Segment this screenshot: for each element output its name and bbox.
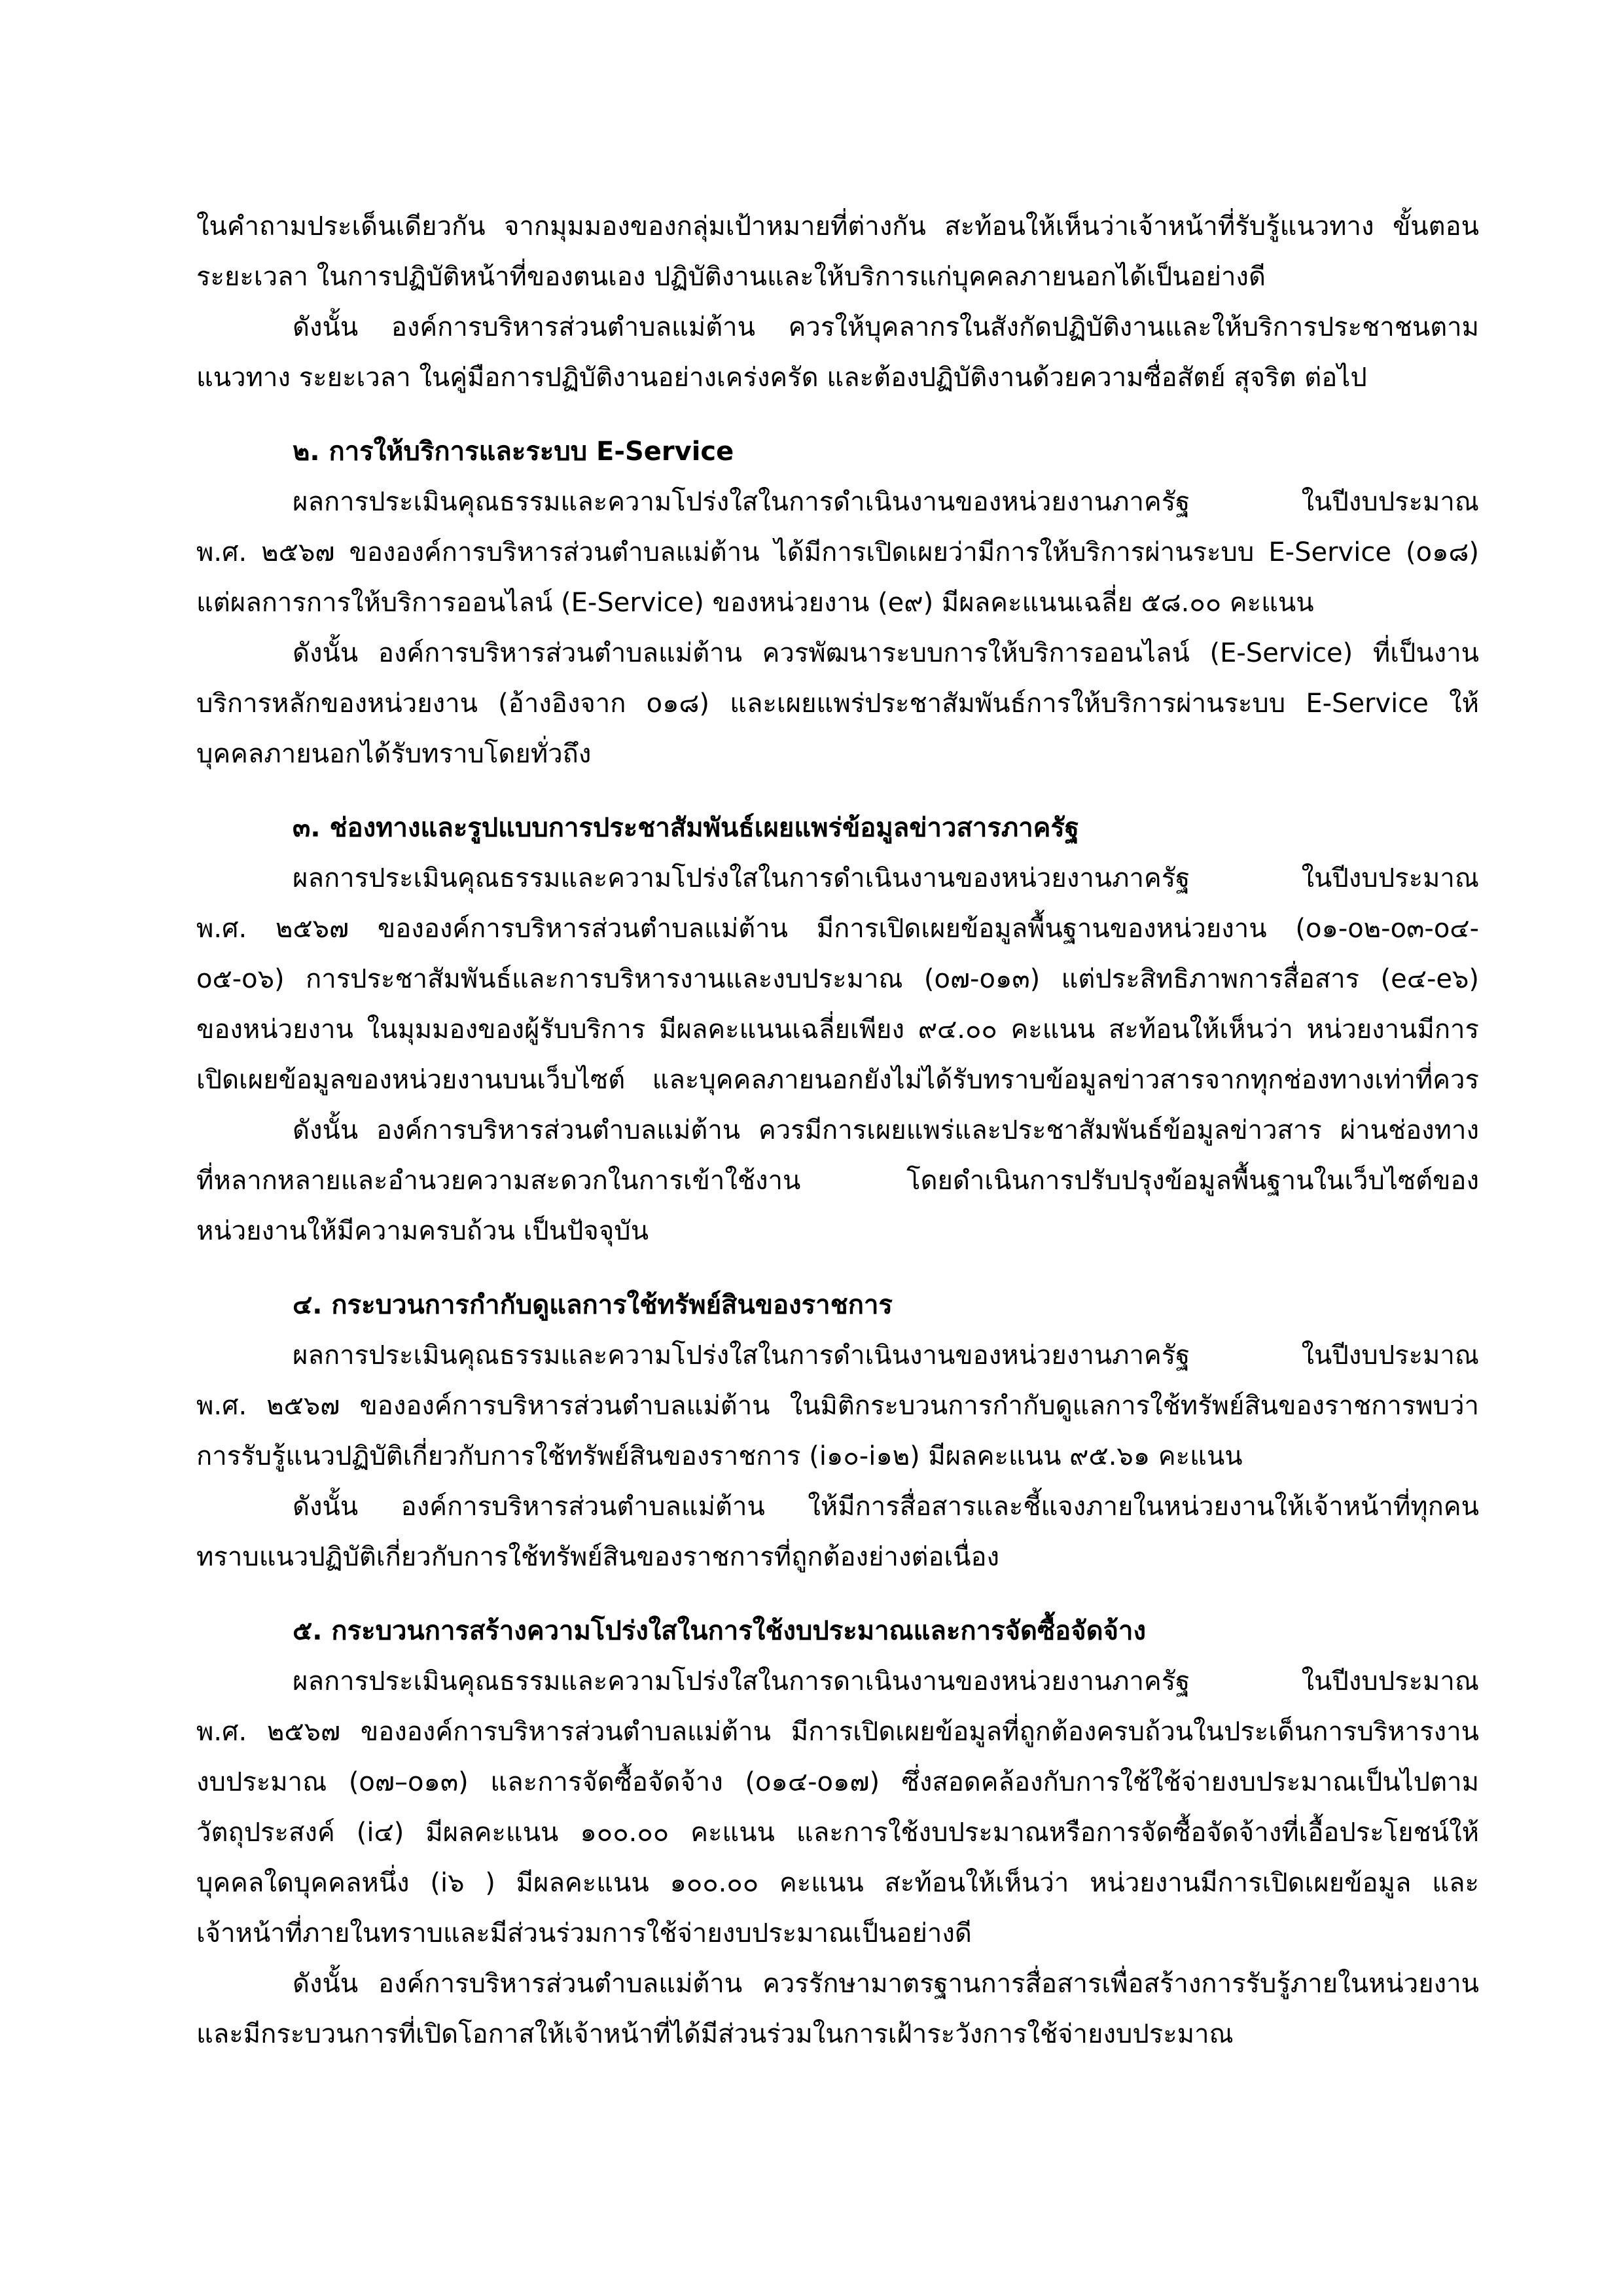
text-line: เปิดเผยข้อมูลของหน่วยงานบนเว็บไซต์ และบุคคลภายนอกยังไม่ได้รับทราบข้อมูลข่าวสารจากทุกช่องทางเท่าที่ควร [196,1065,1479,1095]
text-line: ดังนั้น องค์การบริหารส่วนตำบลแม่ต้าน ให้มีการสื่อสารและชี้แจงภายในหน่วยงานให้เจ้าหน้าที่ทุกคน [293,1492,1479,1522]
text-line: ดังนั้น องค์การบริหารส่วนตำบลแม่ต้าน ควรให้บุคลากรในสังกัดปฏิบัติงานและให้บริการประชาชนตาม [293,312,1479,342]
text-line: บุคคลภายนอกได้รับทราบโดยทั่วถึง [196,739,592,769]
text-line: ที่หลากหลายและอำนวยความสะดวกในการเข้าใช้งาน โดยดำเนินการปรับปรุงข้อมูลพื้นฐานในเว็บไซต์ของ [196,1166,1479,1196]
section-heading: ๕. กระบวนการสร้างความโปร่งใสในการใช้งบประมาณและการจัดซื้อจัดจ้าง [293,1616,1147,1646]
text-line: ผลการประเมินคุณธรรมและความโปร่งใสในการดำเนินงานของหน่วยงานภาครัฐ ในปีงบประมาณ [293,863,1479,893]
text-line: และมีกระบวนการที่เปิดโอกาสให้เจ้าหน้าที่ได้มีส่วนร่วมในการเฝ้าระวังการใช้จ่ายงบประมาณ [196,2019,1234,2049]
document-body [196,202,1479,2060]
text-line: ดังนั้น องค์การบริหารส่วนตำบลแม่ต้าน ควรมีการเผยแพร่และประชาสัมพันธ์ข้อมูลข่าวสาร ผ่านช่องทาง [293,1115,1479,1145]
text-line: งบประมาณ (o๗–o๑๓) และการจัดซื้อจัดจ้าง (o๑๔-o๑๗) ซึ่งสอดคล้องกับการใช้ใช้จ่ายงบประมาณเป็นไปตาม [196,1767,1479,1797]
text-line: ในคำถามประเด็นเดียวกัน จากมุมมองของกลุ่มเป้าหมายที่ต่างกัน สะท้อนให้เห็นว่าเจ้าหน้าที่รับรู้แนวทาง ขั้นตอน [196,211,1479,242]
text-line: ผลการประเมินคุณธรรมและความโปร่งใสในการดำเนินงานของหน่วยงานภาครัฐ ในปีงบประมาณ [293,487,1479,517]
text-line: ของหน่วยงาน ในมุมมองของผู้รับบริการ มีผลคะแนนเฉลี่ยเพียง ๙๔.๐๐ คะแนน สะท้อนให้เห็นว่า หน่วยงานมีการ [196,1014,1479,1045]
text-line: ผลการประเมินคุณธรรมและความโปร่งใสในการดาเนินงานของหน่วยงานภาครัฐ ในปีงบประมาณ [293,1666,1479,1696]
text-line: ผลการประเมินคุณธรรมและความโปร่งใสในการดำเนินงานของหน่วยงานภาครัฐ ในปีงบประมาณ [293,1340,1479,1371]
text-line: วัตถุประสงค์ (i๔) มีผลคะแนน ๑๐๐.๐๐ คะแนน และการใช้งบประมาณหรือการจัดซื้อจัดจ้างที่เอื้อประโยชน์ให้ [196,1818,1479,1848]
text-line: พ.ศ. ๒๕๖๗ ขององค์การบริหารส่วนตำบลแม่ต้าน ได้มีการเปิดเผยว่ามีการให้บริการผ่านระบบ E-Service (o๑๘) [196,537,1479,567]
section-public-relations [196,803,1479,1257]
text-line: พ.ศ. ๒๕๖๗ ขององค์การบริหารส่วนตำบลแม่ต้าน มีการเปิดเผยข้อมูลพื้นฐานของหน่วยงาน (o๑-o๒-o๓-o๔- [196,914,1479,944]
text-line: บุคคลใดบุคคลหนึ่ง (i๖ ) มีผลคะแนน ๑๐๐.๐๐ คะแนน สะท้อนให้เห็นว่า หน่วยงานมีการเปิดเผยข้อมูล และ [196,1868,1479,1898]
text-line: o๕-o๖) การประชาสัมพันธ์และการบริหารงานและงบประมาณ (o๗-o๑๓) แต่ประสิทธิภาพการสื่อสาร (e๔-e๖) [196,964,1479,994]
text-line: แนวทาง ระยะเวลา ในคู่มือการปฏิบัติงานอย่างเคร่งครัด และต้องปฏิบัติงานด้วยความซื่อสัตย์ สุจริต ต่อไป [196,363,1367,393]
intro-paragraph [196,202,1479,403]
text-line: บริการหลักของหน่วยงาน (อ้างอิงจาก o๑๘) และเผยแพร่ประชาสัมพันธ์การให้บริการผ่านระบบ E-Service ให้ [196,689,1479,719]
text-line: ระยะเวลา ในการปฏิบัติหน้าที่ของตนเอง ปฏิบัติงานและให้บริการแก่บุคคลภายนอกได้เป็นอย่างดี [196,262,1266,292]
section-heading: ๒. การให้บริการและระบบ E-Service [293,437,734,467]
section-asset-governance [196,1280,1479,1583]
section-budget-transparency [196,1606,1479,2060]
text-line: หน่วยงานให้มีความครบถ้วน เป็นปัจจุบัน [196,1216,649,1246]
text-line: พ.ศ. ๒๕๖๗ ขององค์การบริหารส่วนตำบลแม่ต้าน ในมิติกระบวนการกำกับดูแลการใช้ทรัพย์สินของราชการพบว่า [196,1391,1479,1421]
text-line: เจ้าหน้าที่ภายในทราบและมีส่วนร่วมการใช้จ่ายงบประมาณเป็นอย่างดี [196,1918,972,1948]
section-e-service [196,427,1479,780]
text-line: ทราบแนวปฏิบัติเกี่ยวกับการใช้ทรัพย์สินของราชการที่ถูกต้องย่างต่อเนื่อง [196,1542,1000,1572]
section-heading: ๔. กระบวนการกำกับดูแลการใช้ทรัพย์สินของราชการ [293,1290,893,1320]
text-line: แต่ผลการการให้บริการออนไลน์ (E-Service) ของหน่วยงาน (e๙) มีผลคะแนนเฉลี่ย ๕๘.๐๐ คะแนน [196,588,1314,618]
text-line: การรับรู้แนวปฏิบัติเกี่ยวกับการใช้ทรัพย์สินของราชการ (i๑๐-i๑๒) มีผลคะแนน ๙๕.๖๑ คะแนน [196,1441,1243,1471]
text-line: พ.ศ. ๒๕๖๗ ขององค์การบริหารส่วนตำบลแม่ต้าน มีการเปิดเผยข้อมูลที่ถูกต้องครบถ้วนในประเด็นการบริหารงาน [196,1717,1479,1747]
section-heading: ๓. ช่องทางและรูปแบบการประชาสัมพันธ์เผยแพร่ข้อมูลข่าวสารภาครัฐ [293,813,1079,843]
text-line: ดังนั้น องค์การบริหารส่วนตำบลแม่ต้าน ควรพัฒนาระบบการให้บริการออนไลน์ (E-Service) ที่เป็นงาน [293,638,1479,668]
text-line: ดังนั้น องค์การบริหารส่วนตำบลแม่ต้าน ควรรักษามาตรฐานการสื่อสารเพื่อสร้างการรับรู้ภายในหน่วยงาน [293,1969,1479,1999]
